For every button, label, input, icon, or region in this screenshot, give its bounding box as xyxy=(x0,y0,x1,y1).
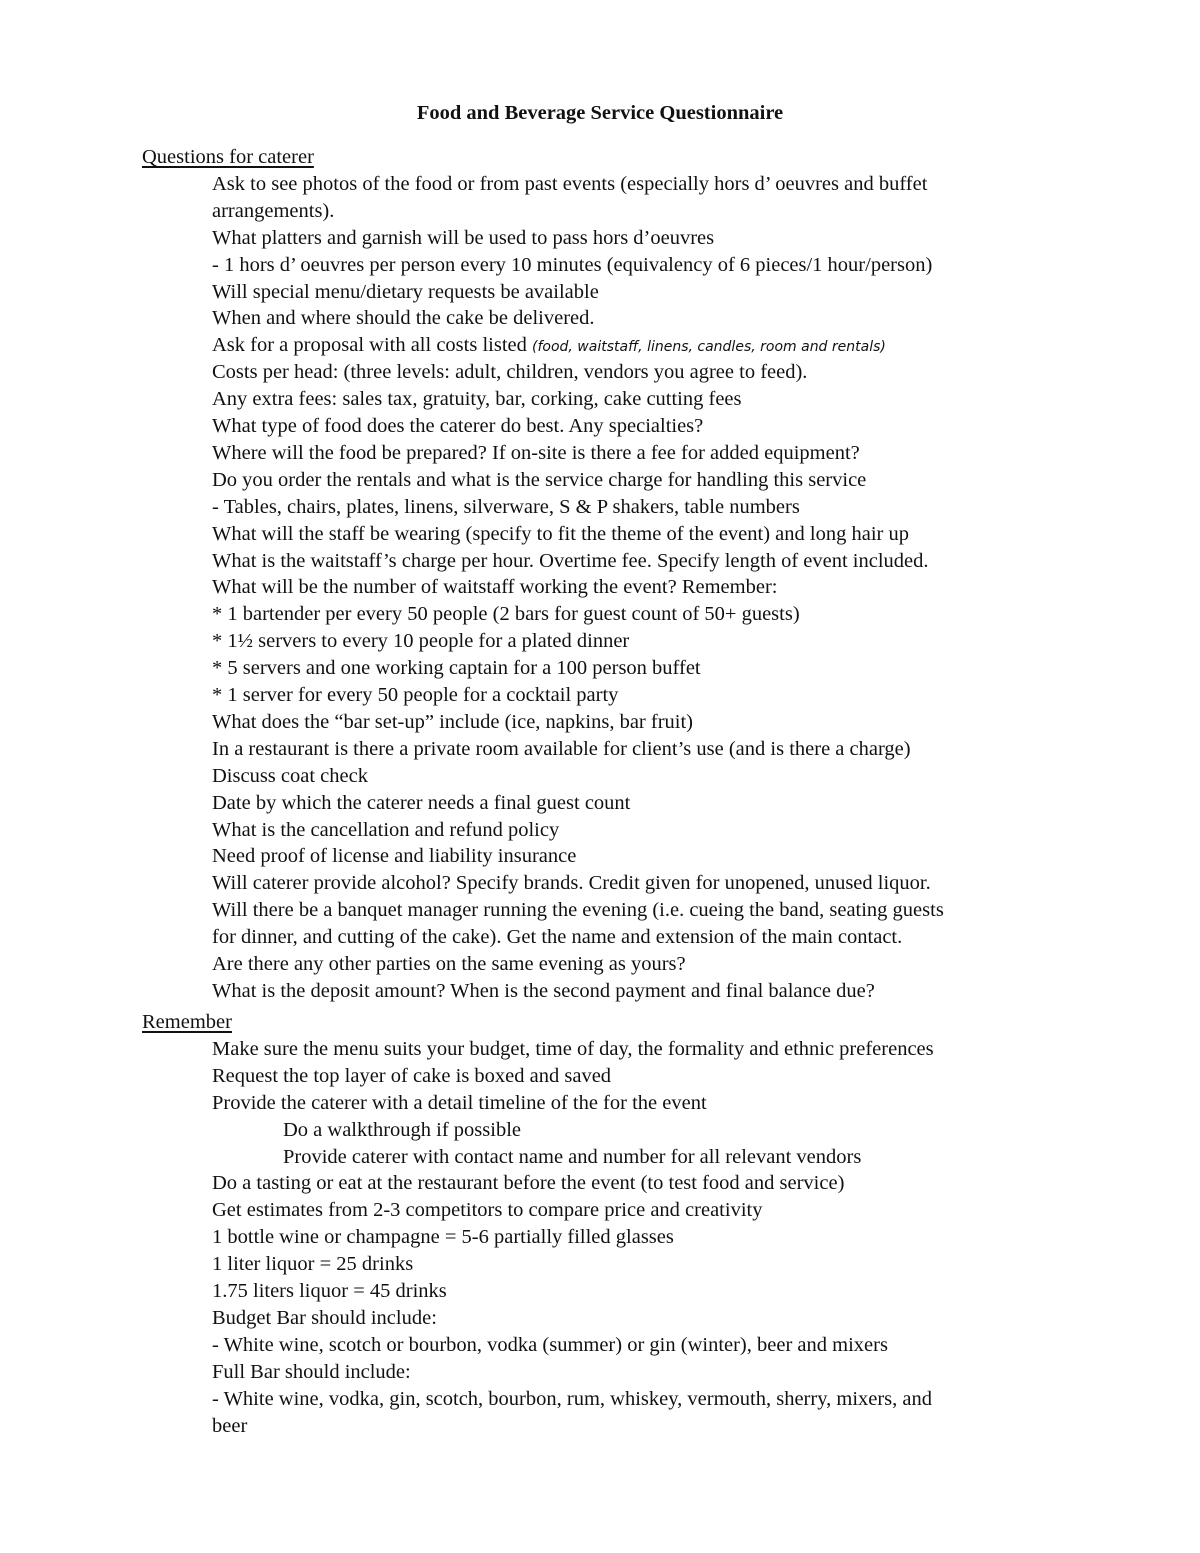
item-text: Provide the caterer with a detail timeline of the for the event xyxy=(212,1091,707,1114)
item-text: * 1 server for every 50 people for a cocktail party xyxy=(212,684,619,706)
item-text: for dinner, and cutting of the cake). Get the name and extension of the main contact. xyxy=(212,926,903,949)
item-text: Full Bar should include: xyxy=(212,1360,411,1383)
item-text: Date by which the caterer needs a final guest count xyxy=(212,791,631,814)
item-text: Are there any other parties on the same evening as yours? xyxy=(212,953,686,975)
item-text: Ask for a proposal with all costs listed xyxy=(212,334,532,357)
item-text: * 1 bartender per every 50 people (2 bars for guest count of 50+ guests) xyxy=(212,603,800,626)
item-text: - 1 hors d’ oeuvres per person every 10 minutes (equivalency of 6 pieces/1 hour/person) xyxy=(212,253,933,276)
item-text: What will the staff be wearing (specify to fit the theme of the event) and long hair up xyxy=(212,522,909,545)
item-text: Provide caterer with contact name and number for all relevant vendors xyxy=(283,1145,862,1168)
item-text: What platters and garnish will be used to pass hors d’oeuvres xyxy=(212,226,715,249)
item-text: Will there be a banquet manager running the evening (i.e. cueing the band, seating guests xyxy=(212,899,944,922)
item-text: arrangements). xyxy=(212,199,335,222)
item-text: What type of food does the caterer do best. Any specialties? xyxy=(212,415,704,437)
item-text: Discuss coat check xyxy=(212,764,368,787)
item-text: Do a tasting or eat at the restaurant before the event (to test food and service) xyxy=(212,1172,845,1195)
item-text: What is the deposit amount? When is the second payment and final balance due? xyxy=(212,979,875,1002)
item-text: - White wine, vodka, gin, scotch, bourbon, rum, whiskey, vermouth, sherry, mixers, and xyxy=(212,1387,933,1410)
item-text: Make sure the menu suits your budget, time of day, the formality and ethnic preferences xyxy=(212,1037,934,1060)
item-text: What will be the number of waitstaff working the event? Remember: xyxy=(212,576,778,599)
item-text: Costs per head: (three levels: adult, children, vendors you agree to feed). xyxy=(212,361,808,384)
item-text: Request the top layer of cake is boxed and saved xyxy=(212,1064,612,1087)
item-text: What is the waitstaff’s charge per hour. Overtime fee. Specify length of event included. xyxy=(212,549,929,572)
item-text: Will caterer provide alcohol? Specify brands. Credit given for unopened, unused liquor. xyxy=(212,872,931,895)
item-text: Do you order the rentals and what is the service charge for handling this service xyxy=(212,468,867,491)
item-text: Any extra fees: sales tax, gratuity, bar, corking, cake cutting fees xyxy=(212,388,742,411)
item-text: * 5 servers and one working captain for a 100 person buffet xyxy=(212,657,701,680)
item-text: 1.75 liters liquor = 45 drinks xyxy=(212,1280,447,1302)
item-text: - White wine, scotch or bourbon, vodka (summer) or gin (winter), beer and mixers xyxy=(212,1333,888,1356)
page-title: Food and Beverage Service Questionnaire xyxy=(416,102,784,124)
item-text: 1 bottle wine or champagne = 5-6 partially filled glasses xyxy=(212,1226,674,1249)
item-text: Do a walkthrough if possible xyxy=(283,1118,521,1141)
remember-heading: Remember xyxy=(142,1011,232,1033)
item-text: Where will the food be prepared? If on-site is there a fee for added equipment? xyxy=(212,441,860,464)
questions-heading: Questions for caterer xyxy=(142,146,314,168)
item-text: When and where should the cake be delivered. xyxy=(212,307,595,330)
item-text: - Tables, chairs, plates, linens, silverware, S & P shakers, table numbers xyxy=(212,495,800,518)
item-text: Get estimates from 2-3 competitors to compare price and creativity xyxy=(212,1199,763,1222)
item-text: What does the “bar set-up” include (ice, napkins, bar fruit) xyxy=(212,710,693,733)
item-text: In a restaurant is there a private room available for client’s use (and is there a charge) xyxy=(212,737,911,760)
item-note: (food, waitstaff, linens, candles, room and rentals) xyxy=(531,339,886,356)
item-text: 1 liter liquor = 25 drinks xyxy=(212,1253,414,1276)
item-text: beer xyxy=(212,1414,248,1437)
item-text: Need proof of license and liability insurance xyxy=(212,845,577,868)
item-text: Will special menu/dietary requests be available xyxy=(212,280,599,303)
item-text: Ask to see photos of the food or from past events (especially hors d’ oeuvres and buffet xyxy=(212,172,928,195)
item-text: What is the cancellation and refund policy xyxy=(212,818,560,841)
item-text: * 1½ servers to every 10 people for a plated dinner xyxy=(212,630,630,653)
item-text: Budget Bar should include: xyxy=(212,1306,437,1329)
